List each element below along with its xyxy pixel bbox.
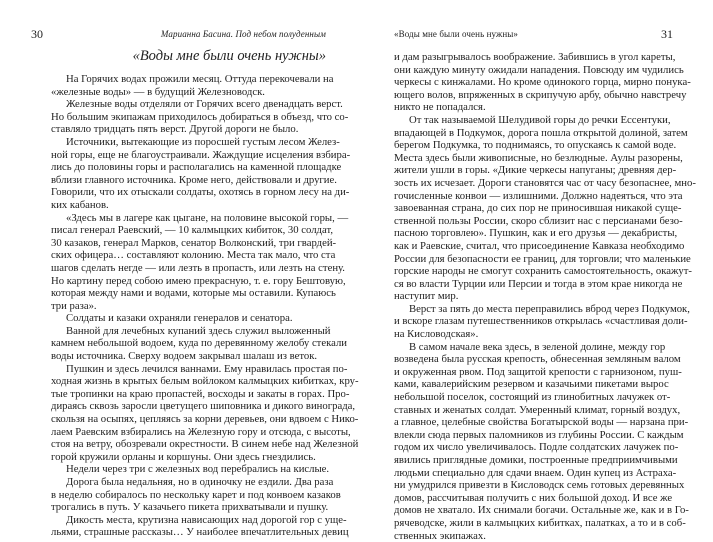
text-line: лаем Раевским взбирались на Железную гору и отсюда, с высоты, xyxy=(51,425,351,438)
text-line: и вскоре глазам путешественников открылась «счастливая доли- xyxy=(394,315,688,328)
text-line: Недели через три с железных вод перебрались на кислые. xyxy=(66,463,330,476)
text-line: зость их исчезает. Дороги становятся час от часу безопаснее, мно- xyxy=(394,176,696,189)
text-line: и окруженная рвом. Под защитой крепости с гарнизоном, пуш- xyxy=(394,365,682,378)
text-line: лись до половины горы и располагались на каменной площадке xyxy=(51,161,342,174)
text-line: вблизи главного источника. Кроме него, действовали и другие. xyxy=(51,173,337,186)
text-line: дираясь сквозь заросли цветущего шиповника и дикого винограда, xyxy=(51,400,356,413)
text-line: горские народы не смогут сохранить самостоятельность, окажут- xyxy=(394,265,692,278)
text-line: писал генерал Раевский, — 10 калмыцких кибиток, 30 солдат, xyxy=(51,224,333,237)
text-line: они каждую минуту ожидали нападения. Повсюду им чудились xyxy=(394,63,684,76)
text-line: Солдаты и казаки охраняли генералов и сенатора. xyxy=(66,312,293,325)
text-line: людьми специально для сдачи внаем. Один купец из Астраха- xyxy=(394,466,677,479)
text-line: «Здесь мы в лагере как цыгане, на половине высокой горы, — xyxy=(66,211,349,224)
text-line: Но картину перед собою имею прекрасную, т. е. гору Бештовую, xyxy=(51,274,346,287)
running-head: «Воды мне были очень нужны» xyxy=(394,29,518,39)
text-line: возведена была русская крепость, обнесенная земляным валом xyxy=(394,353,681,366)
text-line: ходная жизнь в крытых белым войлоком калмыцких кибитках, кру- xyxy=(51,375,359,388)
text-line: Места здесь были живописные, но безлюдные. Аулы разорены, xyxy=(394,151,683,164)
text-line: ни умудрился привезти в Кисловодск семь готовых деревянных xyxy=(394,479,685,492)
page-number: 31 xyxy=(661,27,673,41)
text-line: ся во власти Турции или Персии и тогда в этом крае никогда не xyxy=(394,277,683,290)
text-line: завоеванная страна, до сих пор не приносившая никакой суще- xyxy=(394,202,682,215)
text-line: Дикость места, крутизна нависающих над дорогой гор с уще- xyxy=(66,513,347,526)
text-line: а главное, целебные свойства Богатырской воды — нарзана при- xyxy=(394,416,689,429)
text-line: и дам разыгрывалось воображение. Забившись в угол кареты, xyxy=(394,51,676,63)
text-line: льями, страшные рассказы… У наиболее впечатлительных девиц xyxy=(51,526,349,539)
text-line: горой кружили орланы и коршуны. Они здесь гнездились. xyxy=(51,450,316,463)
text-line: ставных и женатых солдат. Умеренный климат, горный воздух, xyxy=(394,403,681,416)
text-line: Пушкин и здесь лечился ваннами. Ему нравилась простая по- xyxy=(66,362,348,375)
text-line: камнем небольшой водоем, куда по деревянному желобу стекали xyxy=(51,337,348,350)
text-line: жители ушли в горы. «Дикие черкесы напуганы; древняя дер- xyxy=(394,164,677,177)
text-line: впадающей в Подкумок, дорога пошла открытой долиной, затем xyxy=(394,126,688,139)
text-line: скользя на осыпях, цепляясь за корни деревьев, они вдвоем с Нико- xyxy=(51,413,359,426)
text-line: Дорога была недальняя, но в одиночку не ездили. Два раза xyxy=(66,476,334,488)
text-line: как и Раевские, считал, что присоединение Кавказа необходимо xyxy=(394,239,685,252)
text-line: Говорили, что их отыскали солдаты, охотясь в горном лесу на ди- xyxy=(51,186,350,199)
text-line: Железные воды отделяли от Горячих всего двенадцать верст. xyxy=(66,98,343,111)
text-line: От так называемой Шелудивой горы до речки Ессентуки, xyxy=(409,113,671,126)
text-line: в неделю собиралось по нескольку карет и под конвоем казаков xyxy=(51,488,341,501)
text-line: ственной пользы России, скоро сблизит нас с персианами безо- xyxy=(394,214,683,227)
text-line: Верст за пять до места переправились вброд через Подкумок, xyxy=(409,302,690,315)
text-line: никто не попадался. xyxy=(394,101,486,114)
text-line: Ванной для лечебных купаний здесь служил выложенный xyxy=(66,324,331,337)
text-line: на Кисловодская». xyxy=(394,328,479,341)
text-line: ких кабанов. xyxy=(51,198,109,211)
text-line: пасною торговлею». Пушкин, как и его друзья — декабристы, xyxy=(394,227,678,240)
text-line: трогались в путь. У казачьего пикета прихватывали и пушку. xyxy=(51,501,329,514)
text-line: шагов сделать негде — или лезть в пропасть, или лезть на стену. xyxy=(51,261,345,274)
right-page xyxy=(356,0,713,540)
page-number: 30 xyxy=(31,27,43,41)
text-line: ками, кавалерийским резервом и казачьими пикетами вырос xyxy=(394,378,669,391)
text-line: воды источника. Сверху водоем закрывал шалаш из веток. xyxy=(51,350,318,363)
text-line: ставляло тридцать пять верст. Другой дороги не было. xyxy=(51,123,299,136)
text-line: влекли сюда первых паломников из глубины России. С каждым xyxy=(394,428,684,441)
text-line: России для безопасности ее границ, для торговли; что маленькие xyxy=(394,252,691,265)
body-text xyxy=(51,73,359,539)
running-head: Марианна Басина. Под небом полуденным xyxy=(160,29,326,39)
text-line: ющего волов, впряженных в скрипучую арбу, обычно навстречу xyxy=(394,88,687,101)
body-text xyxy=(394,51,696,542)
text-line: которая между нами и водами, которые мы оставили. Купаюсь xyxy=(51,287,336,300)
text-line: явились приглядные домики, построенные предприимчивыми xyxy=(394,454,678,466)
chapter-title: «Воды мне были очень нужны» xyxy=(132,48,326,64)
text-line: тые тропинки на краю пропастей, восходы и закаты в горах. Про- xyxy=(51,387,350,400)
text-line: три раза». xyxy=(51,299,97,312)
text-line: черкесы с кинжалами. Но кроме одинокого горца, мирно понука- xyxy=(394,76,691,89)
text-line: «железные воды» — в будущий Железноводск. xyxy=(51,85,265,98)
text-line: ских офицера… составляют колонию. Места так мало, что ста xyxy=(51,249,336,262)
text-line: годом их число увеличивалось. Подле солдатских лачужек по- xyxy=(394,441,679,454)
text-line: домов, рассчитывая получить с них большой доход. И все же xyxy=(394,491,673,504)
text-line: Но большим экипажам приходилось добираться в объезд, что со- xyxy=(51,110,349,123)
text-line: гочисленные конвои — излишними. Должно надеяться, что эта xyxy=(394,189,683,202)
text-line: В самом начале века здесь, в зеленой долине, между гор xyxy=(409,340,666,353)
text-line: наступит мир. xyxy=(394,290,459,303)
text-line: 30 казаков, генерал Марков, сенатор Волконский, три гвардей- xyxy=(51,236,337,249)
text-line: ной горы, еще не благоустраивали. Жаждущие исцеления взбира- xyxy=(51,148,351,161)
text-line: небольшой поселок, состоящий из глинобитных лачужек от- xyxy=(394,391,671,404)
text-line: На Горячих водах прожили месяц. Оттуда перекочевали на xyxy=(66,73,334,85)
text-line: Источники, вытекающие из поросшей густым лесом Желез- xyxy=(66,135,340,148)
text-line: берегом Подкумка, то поднимаясь, то опускаясь к самой воде. xyxy=(394,139,677,152)
text-line: рячеводске, жили в калмыцких кибитках, палатках, а то и в соб- xyxy=(394,516,686,529)
text-line: ственных экипажах. xyxy=(394,529,486,542)
text-line: стоя на ветру, обозревали окрестности. В синем небе над Железной xyxy=(51,438,359,451)
text-line: домов не хватало. Их снимали богачи. Остальные же, как и в Го- xyxy=(394,504,689,517)
